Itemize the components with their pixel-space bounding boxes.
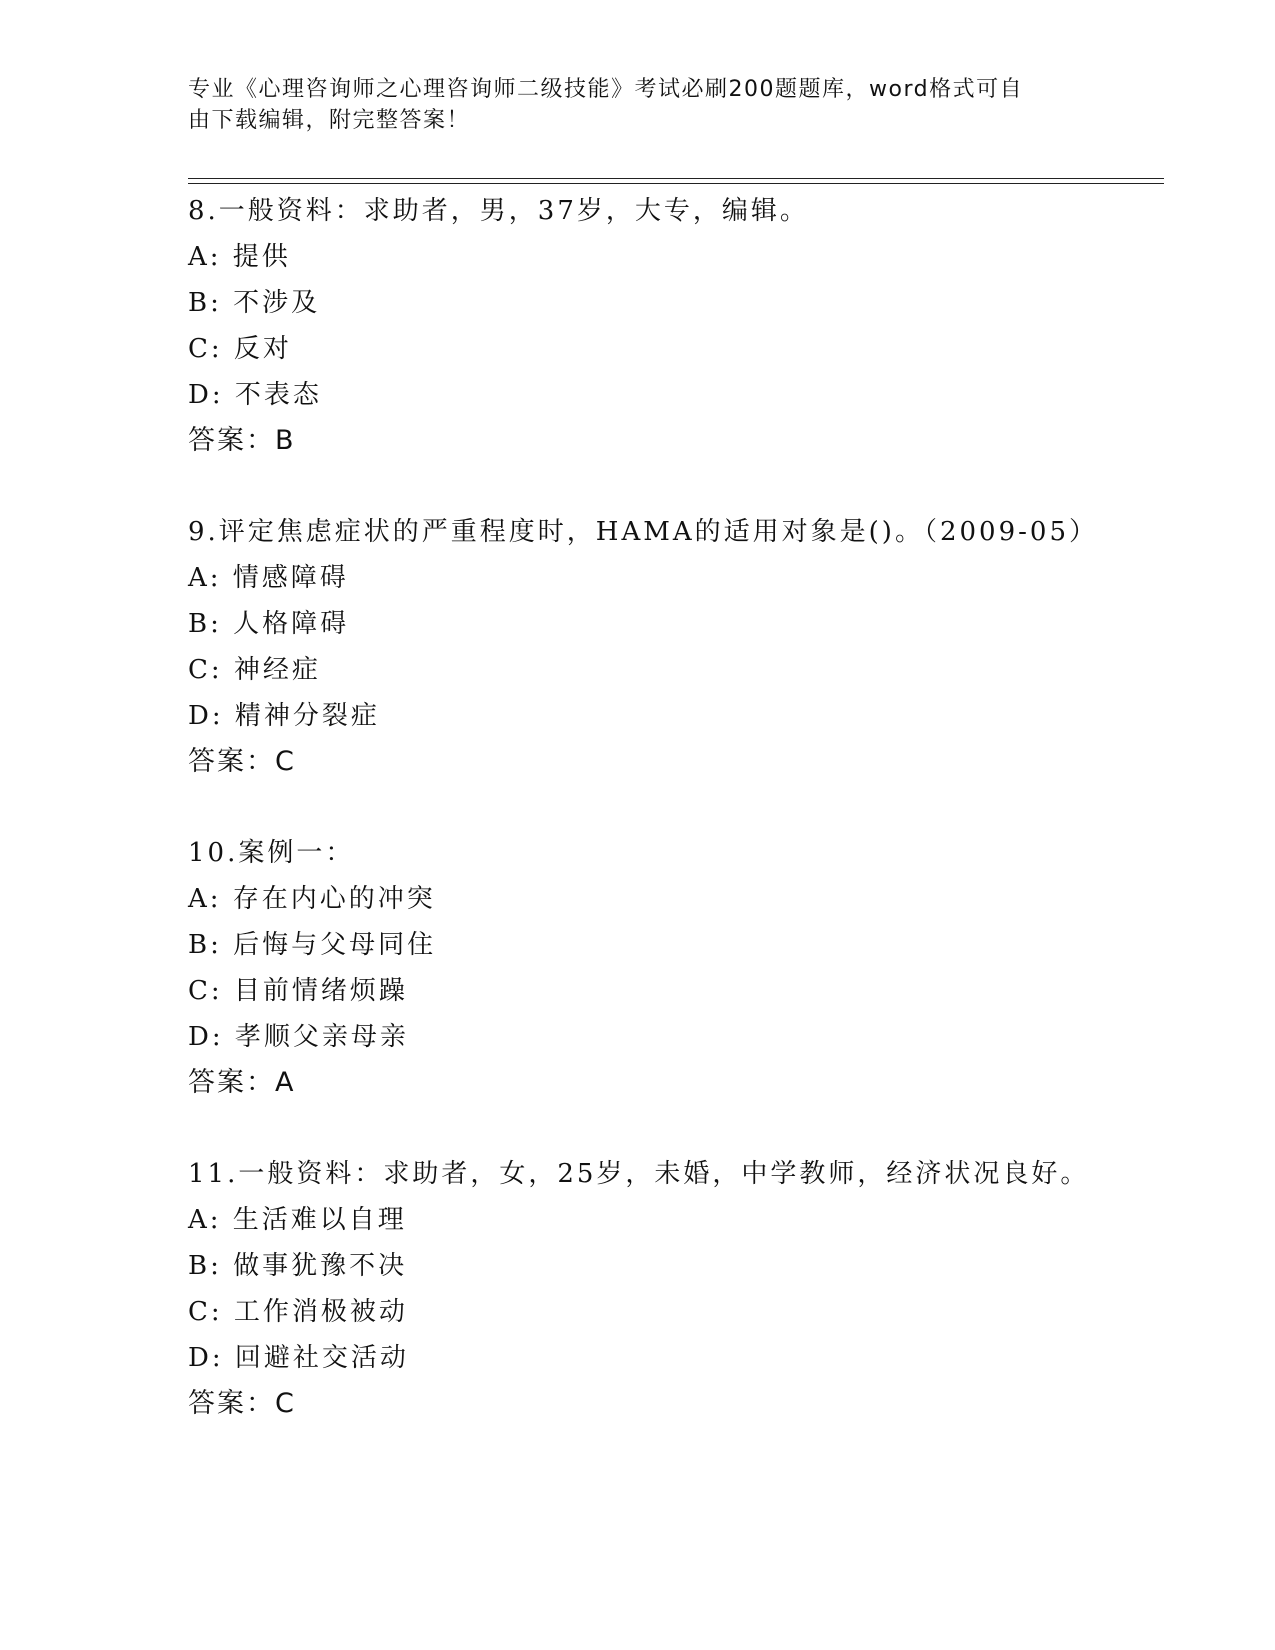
question-stem: 9.评定焦虑症状的严重程度时，HAMA的适用对象是()。（2009-05） bbox=[188, 517, 1098, 547]
option-c: C: 反对 bbox=[188, 334, 292, 364]
answer: 答案：C bbox=[188, 746, 296, 777]
option-c: C: 目前情绪烦躁 bbox=[188, 976, 408, 1006]
option-d: D: 精神分裂症 bbox=[188, 701, 380, 731]
option-b: B: 人格障碍 bbox=[188, 609, 350, 639]
option-a: A: 存在内心的冲突 bbox=[188, 884, 436, 914]
document-header bbox=[188, 74, 1068, 136]
option-c: C: 工作消极被动 bbox=[188, 1297, 408, 1327]
answer: 答案：B bbox=[188, 425, 296, 456]
header-divider-top bbox=[188, 178, 1164, 179]
question-11 bbox=[188, 1151, 1188, 1427]
option-b: B: 不涉及 bbox=[188, 288, 321, 318]
question-stem: 11.一般资料：求助者，女，25岁，未婚，中学教师，经济状况良好。 bbox=[188, 1159, 1090, 1189]
option-a: A: 情感障碍 bbox=[188, 563, 349, 593]
question-10 bbox=[188, 830, 1188, 1106]
header-line-1: 专业《心理咨询师之心理咨询师二级技能》考试必刷200题题库，word格式可自 bbox=[188, 77, 1024, 102]
question-stem: 8.一般资料：求助者，男，37岁，大专，编辑。 bbox=[188, 196, 809, 226]
option-b: B: 做事犹豫不决 bbox=[188, 1251, 408, 1281]
option-d: D: 孝顺父亲母亲 bbox=[188, 1022, 409, 1052]
option-c: C: 神经症 bbox=[188, 655, 321, 685]
option-d: D: 回避社交活动 bbox=[188, 1343, 409, 1373]
answer: 答案：C bbox=[188, 1388, 296, 1419]
question-8 bbox=[188, 188, 1188, 464]
answer: 答案：A bbox=[188, 1067, 296, 1098]
question-stem: 10.案例一： bbox=[188, 838, 355, 868]
option-b: B: 后悔与父母同住 bbox=[188, 930, 437, 960]
option-d: D: 不表态 bbox=[188, 380, 322, 410]
question-9 bbox=[188, 509, 1188, 785]
header-divider-bottom bbox=[188, 183, 1164, 184]
option-a: A: 生活难以自理 bbox=[188, 1205, 407, 1235]
option-a: A: 提供 bbox=[188, 242, 291, 272]
header-line-2: 由下载编辑，附完整答案！ bbox=[188, 108, 471, 133]
